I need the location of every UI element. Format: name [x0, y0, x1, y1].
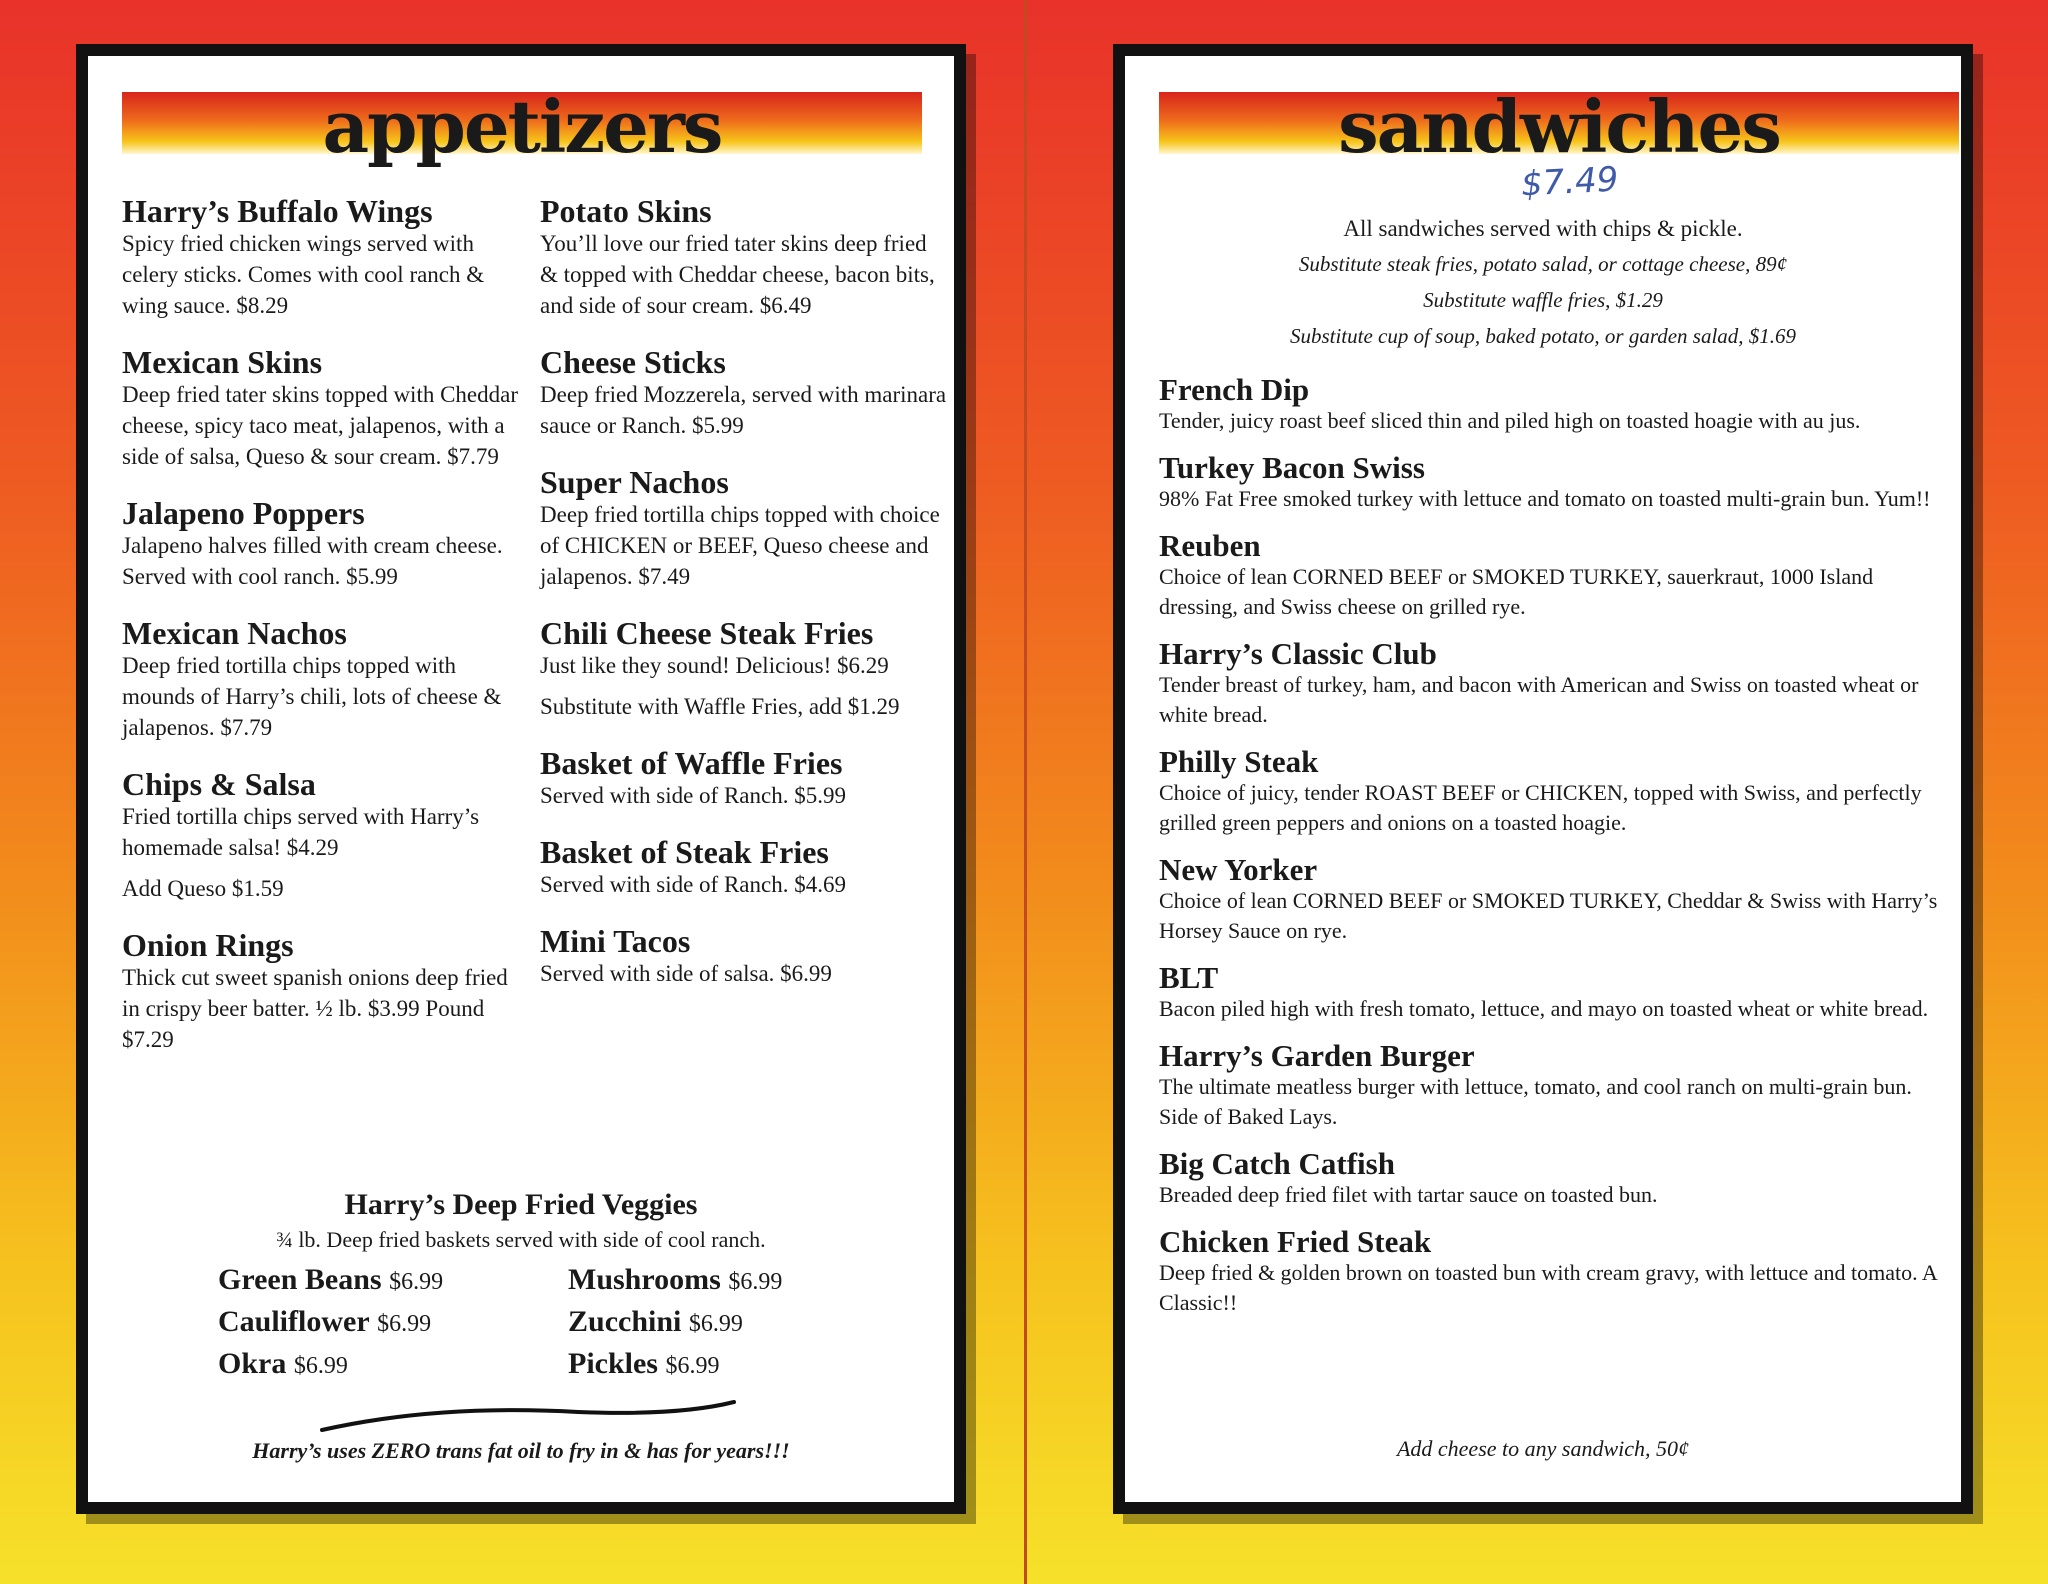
veggie-price: $6.99 [688, 1311, 743, 1337]
menu-item [1159, 638, 1949, 730]
veggie-item [218, 1261, 568, 1301]
menu-item [122, 616, 522, 743]
right-page [1024, 0, 2048, 1584]
menu-item [540, 746, 950, 811]
veggie-name: Green Beans [218, 1263, 382, 1296]
item-extra: Add Queso $1.59 [122, 876, 284, 901]
appetizers-title: appetizers [322, 84, 722, 169]
menu-item [122, 928, 522, 1055]
item-description: Served with side of salsa. $6.99 [540, 961, 832, 986]
veggies-title: Harry’s Deep Fried Veggies [344, 1188, 698, 1221]
item-description: Choice of juicy, tender ROAST BEEF or CHICKEN, topped with Swiss, and perfectly grilled green peppers and onions on a toasted hoagie. [1159, 780, 1922, 835]
item-name: Mexican Nachos [122, 615, 347, 651]
veggie-name: Cauliflower [218, 1305, 370, 1338]
item-description: Just like they sound! Delicious! $6.29 [540, 653, 889, 678]
menu-item [122, 345, 522, 472]
item-description: Deep fried tortilla chips topped with choice of CHICKEN or BEEF, Queso cheese and jalapenos. $7.49 [540, 502, 940, 589]
veggie-price: $6.99 [728, 1269, 783, 1295]
sandwiches-panel [1113, 44, 1973, 1514]
item-name: Chili Cheese Steak Fries [540, 615, 874, 651]
item-name: Basket of Steak Fries [540, 834, 829, 870]
item-name: Philly Steak [1159, 744, 1319, 779]
appetizers-panel [76, 44, 966, 1514]
veggie-item [218, 1345, 568, 1385]
menu-item [540, 924, 950, 989]
menu-item [540, 835, 950, 900]
item-description: Tender breast of turkey, ham, and bacon with American and Swiss on toasted wheat or white bread. [1159, 672, 1919, 727]
item-name: Mini Tacos [540, 923, 691, 959]
item-name: Chicken Fried Steak [1159, 1224, 1432, 1259]
menu-item [122, 767, 522, 904]
item-name: Jalapeno Poppers [122, 495, 365, 531]
item-description: Deep fried tater skins topped with Cheddar cheese, spicy taco meat, jalapenos, with a side of salsa, Queso & sour cream. $7.79 [122, 382, 518, 469]
swoosh-divider [318, 1396, 738, 1436]
veggie-name: Pickles [568, 1347, 658, 1380]
veggie-price: $6.99 [665, 1353, 720, 1379]
menu-item [540, 194, 950, 321]
item-description: Deep fried Mozzerela, served with marinara sauce or Ranch. $5.99 [540, 382, 947, 438]
substitution-note: Substitute cup of soup, baked potato, or garden salad, $1.69 [1289, 324, 1797, 348]
veggie-price: $6.99 [293, 1353, 348, 1379]
item-name: Onion Rings [122, 927, 294, 963]
veggie-name: Zucchini [568, 1305, 682, 1338]
item-name: Cheese Sticks [540, 344, 726, 380]
item-description: You’ll love our fried tater skins deep fried & topped with Cheddar cheese, bacon bits, and side of sour cream. $6.49 [540, 231, 935, 318]
veggie-item [568, 1261, 838, 1301]
veggies-note: ¾ lb. Deep fried baskets served with side of cool ranch. [276, 1227, 766, 1252]
item-name: French Dip [1159, 372, 1310, 407]
veggie-price: $6.99 [377, 1311, 432, 1337]
item-description: Breaded deep fried filet with tartar sauce on toasted bun. [1159, 1182, 1658, 1207]
item-description: Thick cut sweet spanish onions deep fried in crispy beer batter. ½ lb. $3.99 Pound $7.29 [122, 965, 508, 1052]
item-name: Super Nachos [540, 464, 729, 500]
menu-item [1159, 1040, 1949, 1132]
menu-item [1159, 1226, 1949, 1318]
sandwiches-list [1159, 374, 1949, 1334]
menu-item [1159, 530, 1949, 622]
item-description: 98% Fat Free smoked turkey with lettuce and tomato on toasted multi-grain bun. Yum!! [1159, 486, 1931, 511]
item-description: Served with side of Ranch. $5.99 [540, 783, 846, 808]
item-description: Choice of lean CORNED BEEF or SMOKED TURKEY, sauerkraut, 1000 Island dressing, and Swiss cheese on grilled rye. [1159, 564, 1874, 619]
appetizers-column-b [540, 194, 950, 1013]
item-description: Bacon piled high with fresh tomato, lettuce, and mayo on toasted wheat or white bread. [1159, 996, 1929, 1021]
item-description: The ultimate meatless burger with lettuce, tomato, and cool ranch on multi-grain bun. Side of Baked Lays. [1159, 1074, 1912, 1129]
appetizers-heading-bar [122, 84, 922, 169]
item-name: New Yorker [1159, 852, 1318, 887]
menu-item [1159, 746, 1949, 838]
menu-item [540, 345, 950, 441]
menu-item [540, 465, 950, 592]
item-name: Turkey Bacon Swiss [1159, 450, 1425, 485]
substitution-note: Substitute waffle fries, $1.29 [1423, 288, 1663, 312]
item-description: Jalapeno halves filled with cream cheese. Served with cool ranch. $5.99 [122, 533, 503, 589]
item-name: BLT [1159, 960, 1219, 995]
item-name: Big Catch Catfish [1159, 1146, 1395, 1181]
item-description: Spicy fried chicken wings served with celery sticks. Comes with cool ranch & wing sauce. $8.29 [122, 231, 485, 318]
item-description: Fried tortilla chips served with Harry’s homemade salsa! $4.29 [122, 804, 480, 860]
item-name: Potato Skins [540, 193, 712, 229]
veggie-name: Mushrooms [568, 1263, 721, 1296]
menu-item [1159, 374, 1949, 436]
item-name: Mexican Skins [122, 344, 323, 380]
veggie-item [568, 1345, 838, 1385]
menu-item [122, 194, 522, 321]
item-name: Basket of Waffle Fries [540, 745, 843, 781]
menu-item [1159, 1148, 1949, 1210]
appetizers-column-a [122, 194, 522, 1079]
intro-text: All sandwiches served with chips & pickle. [1343, 216, 1743, 241]
handwritten-price: $7.49 [1520, 159, 1620, 205]
veggies-list [218, 1261, 838, 1385]
item-description: Choice of lean CORNED BEEF or SMOKED TURKEY, Cheddar & Swiss with Harry’s Horsey Sauce on rye. [1159, 888, 1938, 943]
veggie-item [568, 1303, 838, 1343]
item-extra: Substitute with Waffle Fries, add $1.29 [540, 694, 900, 719]
menu-item [1159, 962, 1949, 1024]
trans-fat-note: Harry’s uses ZERO trans fat oil to fry in & has for years!!! [252, 1438, 790, 1463]
sandwiches-intro [1125, 212, 1961, 354]
item-description: Deep fried tortilla chips topped with mounds of Harry’s chili, lots of cheese & jalapenos. $7.79 [122, 653, 502, 740]
item-name: Chips & Salsa [122, 766, 316, 802]
item-description: Tender, juicy roast beef sliced thin and piled high on toasted hoagie with au jus. [1159, 408, 1861, 433]
item-name: Reuben [1159, 528, 1261, 563]
item-name: Harry’s Classic Club [1159, 636, 1437, 671]
item-name: Harry’s Buffalo Wings [122, 193, 433, 229]
menu-item [122, 496, 522, 592]
menu-item [1159, 854, 1949, 946]
veggie-price: $6.99 [389, 1269, 444, 1295]
menu-item [1159, 452, 1949, 514]
veggie-name: Okra [218, 1347, 287, 1380]
veggie-item [218, 1303, 568, 1343]
item-description: Served with side of Ranch. $4.69 [540, 872, 846, 897]
menu-item [540, 616, 950, 722]
substitution-note: Substitute steak fries, potato salad, or cottage cheese, 89¢ [1298, 252, 1788, 276]
add-cheese-note: Add cheese to any sandwich, 50¢ [1396, 1436, 1690, 1461]
sandwiches-heading-bar [1159, 84, 1959, 169]
sandwiches-title: sandwiches [1338, 84, 1780, 169]
veggies-section [88, 1186, 954, 1256]
item-name: Harry’s Garden Burger [1159, 1038, 1475, 1073]
item-description: Deep fried & golden brown on toasted bun with cream gravy, with lettuce and tomato. A Classic!! [1159, 1260, 1937, 1315]
